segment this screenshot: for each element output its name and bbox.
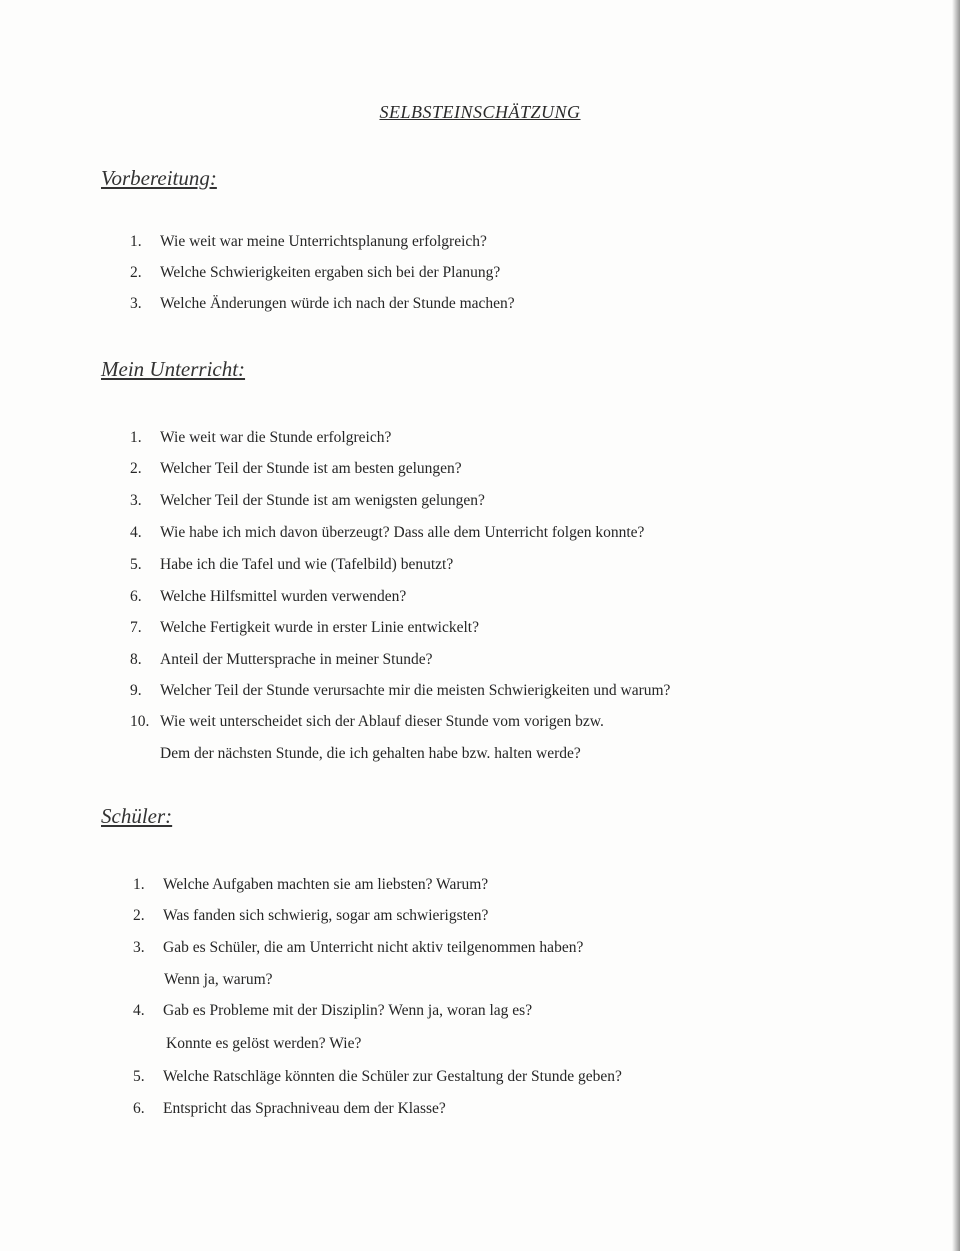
item-number: 5.: [133, 1068, 145, 1085]
item-number: 4.: [133, 1002, 145, 1019]
item-number: 8.: [130, 651, 142, 668]
item-number: 2.: [130, 264, 142, 281]
item-continuation: Wenn ja, warum?: [164, 971, 273, 988]
item-text: Welcher Teil der Stunde ist am wenigsten gelungen?: [160, 492, 485, 509]
item-text: Welche Ratschläge könnten die Schüler zur Gestaltung der Stunde geben?: [163, 1068, 622, 1085]
item-number: 4.: [130, 524, 142, 541]
item-text: Welche Hilfsmittel wurden verwenden?: [160, 588, 407, 605]
section-heading-mein-unterricht: Mein Unterricht:: [101, 357, 246, 381]
item-number: 6.: [130, 588, 142, 605]
item-number: 3.: [130, 492, 142, 509]
section-heading-vorbereitung: Vorbereitung:: [101, 166, 217, 190]
item-text: Welche Fertigkeit wurde in erster Linie entwickelt?: [160, 619, 479, 636]
item-text: Gab es Schüler, die am Unterricht nicht aktiv teilgenommen haben?: [163, 939, 584, 956]
item-number: 1.: [130, 429, 142, 446]
item-text: Wie weit war meine Unterrichtsplanung erfolgreich?: [160, 233, 487, 250]
item-text: Gab es Probleme mit der Disziplin? Wenn ja, woran lag es?: [163, 1002, 533, 1019]
item-continuation: Konnte es gelöst werden? Wie?: [166, 1035, 362, 1052]
item-text: Welche Aufgaben machten sie am liebsten? Warum?: [163, 876, 489, 893]
item-number: 1.: [130, 233, 142, 250]
item-number: 9.: [130, 682, 142, 699]
item-text: Habe ich die Tafel und wie (Tafelbild) benutzt?: [160, 556, 454, 573]
item-number: 1.: [133, 876, 145, 893]
item-continuation: Dem der nächsten Stunde, die ich gehalten habe bzw. halten werde?: [160, 745, 581, 762]
item-number: 5.: [130, 556, 142, 573]
item-text: Welcher Teil der Stunde verursachte mir die meisten Schwierigkeiten und warum?: [160, 682, 671, 699]
item-number: 6.: [133, 1100, 145, 1117]
item-text: Welche Schwierigkeiten ergaben sich bei der Planung?: [160, 264, 501, 281]
item-number: 2.: [130, 460, 142, 477]
item-text: Was fanden sich schwierig, sogar am schwierigsten?: [163, 907, 489, 924]
item-text: Welche Änderungen würde ich nach der Stunde machen?: [160, 295, 515, 312]
item-number: 7.: [130, 619, 142, 636]
item-number: 10.: [130, 713, 150, 730]
document-title: SELBSTEINSCHÄTZUNG: [379, 102, 581, 122]
item-text: Wie weit unterscheidet sich der Ablauf dieser Stunde vom vorigen bzw.: [160, 713, 604, 730]
item-text: Entspricht das Sprachniveau dem der Klasse?: [163, 1100, 446, 1117]
item-text: Welcher Teil der Stunde ist am besten gelungen?: [160, 460, 462, 477]
item-text: Wie weit war die Stunde erfolgreich?: [160, 429, 392, 446]
section-heading-schueler: Schüler:: [101, 804, 173, 828]
item-text: Wie habe ich mich davon überzeugt? Dass alle dem Unterricht folgen konnte?: [160, 524, 645, 541]
item-text: Anteil der Muttersprache in meiner Stunde?: [160, 651, 433, 668]
scan-edge-shadow: [952, 0, 960, 1251]
item-number: 3.: [130, 295, 142, 312]
item-number: 2.: [133, 907, 145, 924]
item-number: 3.: [133, 939, 145, 956]
